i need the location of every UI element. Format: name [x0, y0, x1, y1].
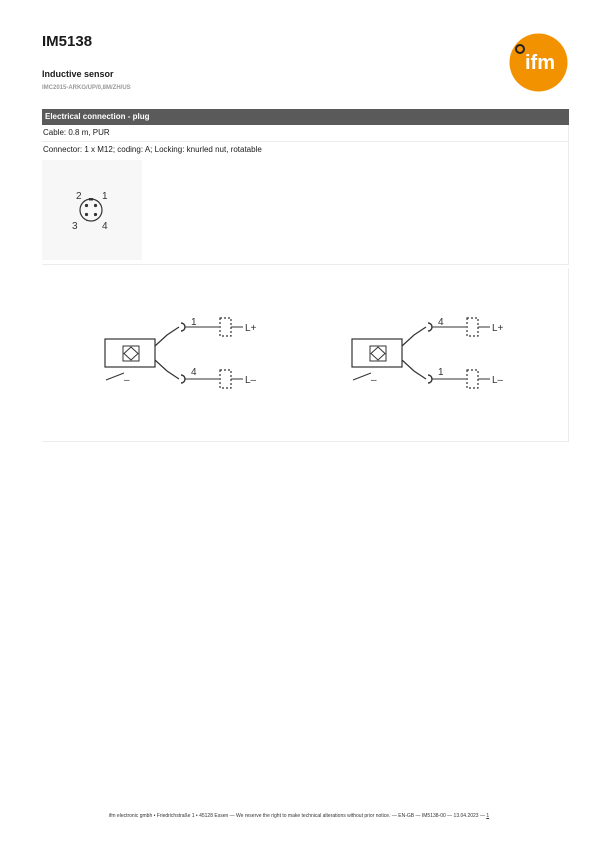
- switch-symbol-left: –: [124, 375, 130, 386]
- load-top: [220, 318, 231, 336]
- pin-number-bottom-right: 1: [438, 367, 444, 378]
- wire-bottom: [402, 360, 426, 379]
- supply-bottom-right: L–: [492, 375, 504, 386]
- pin-3-dot: [85, 213, 88, 216]
- wire-top: [402, 327, 426, 346]
- plug-top: [181, 323, 185, 331]
- plug-top: [428, 323, 432, 331]
- pin-number-bottom-left: 4: [191, 367, 197, 378]
- switch-symbol-right: –: [371, 375, 377, 386]
- sensor-body: [352, 339, 402, 367]
- footer-text: ifm electronic gmbh • Friedrichstraße 1 • 45128 Essen — We reserve the right to make technical alterations without prior notice. — EN-GB — IM5138-00 — 13.04.2023 —: [108, 813, 487, 819]
- sensor-body: [105, 339, 155, 367]
- pin-4-dot: [94, 213, 97, 216]
- product-subtitle: Inductive sensor: [42, 69, 114, 79]
- pin-number-top-left: 1: [191, 317, 197, 328]
- wire-top: [155, 327, 179, 346]
- logo-text: ifm: [525, 52, 555, 74]
- pin-2-dot: [85, 204, 88, 207]
- supply-top-left: L+: [245, 323, 257, 334]
- switch-line: [353, 373, 371, 380]
- sensor-symbol: [370, 346, 386, 361]
- pin-1-dot: [94, 204, 97, 207]
- load-bottom: [220, 370, 231, 388]
- connector-outline: [80, 199, 102, 221]
- product-title: IM5138: [42, 33, 93, 50]
- wire-bottom: [155, 360, 179, 379]
- pin-label-1: 1: [102, 191, 108, 202]
- switch-line: [106, 373, 124, 380]
- wiring-diagrams: [42, 268, 569, 442]
- connector-info: Connector: 1 x M12; coding: A; Locking: knurled nut, rotatable: [43, 145, 262, 154]
- sensor-symbol-diamond: [124, 347, 138, 360]
- load-top: [467, 318, 478, 336]
- page-footer: [0, 813, 598, 819]
- pin-label-3: 3: [72, 221, 78, 232]
- plug-bottom: [428, 375, 432, 383]
- pinout-diagram: [42, 160, 142, 260]
- page-number-link[interactable]: 1: [486, 813, 490, 819]
- load-bottom: [467, 370, 478, 388]
- pin-number-top-right: 4: [438, 317, 444, 328]
- pin-label-2: 2: [76, 191, 82, 202]
- sensor-symbol: [123, 346, 139, 361]
- pin-label-4: 4: [102, 221, 108, 232]
- cable-info: Cable: 0.8 m, PUR: [42, 125, 569, 142]
- section-title: Electrical connection - plug: [42, 109, 569, 125]
- ifm-logo: [509, 33, 568, 92]
- plug-bottom: [181, 375, 185, 383]
- connector-key: [89, 198, 93, 201]
- order-code: IMC2015-ARKG/UP/0,8M/ZH/US: [42, 85, 131, 91]
- supply-bottom-left: L–: [245, 375, 257, 386]
- supply-top-right: L+: [492, 323, 504, 334]
- sensor-symbol-diamond: [371, 347, 385, 360]
